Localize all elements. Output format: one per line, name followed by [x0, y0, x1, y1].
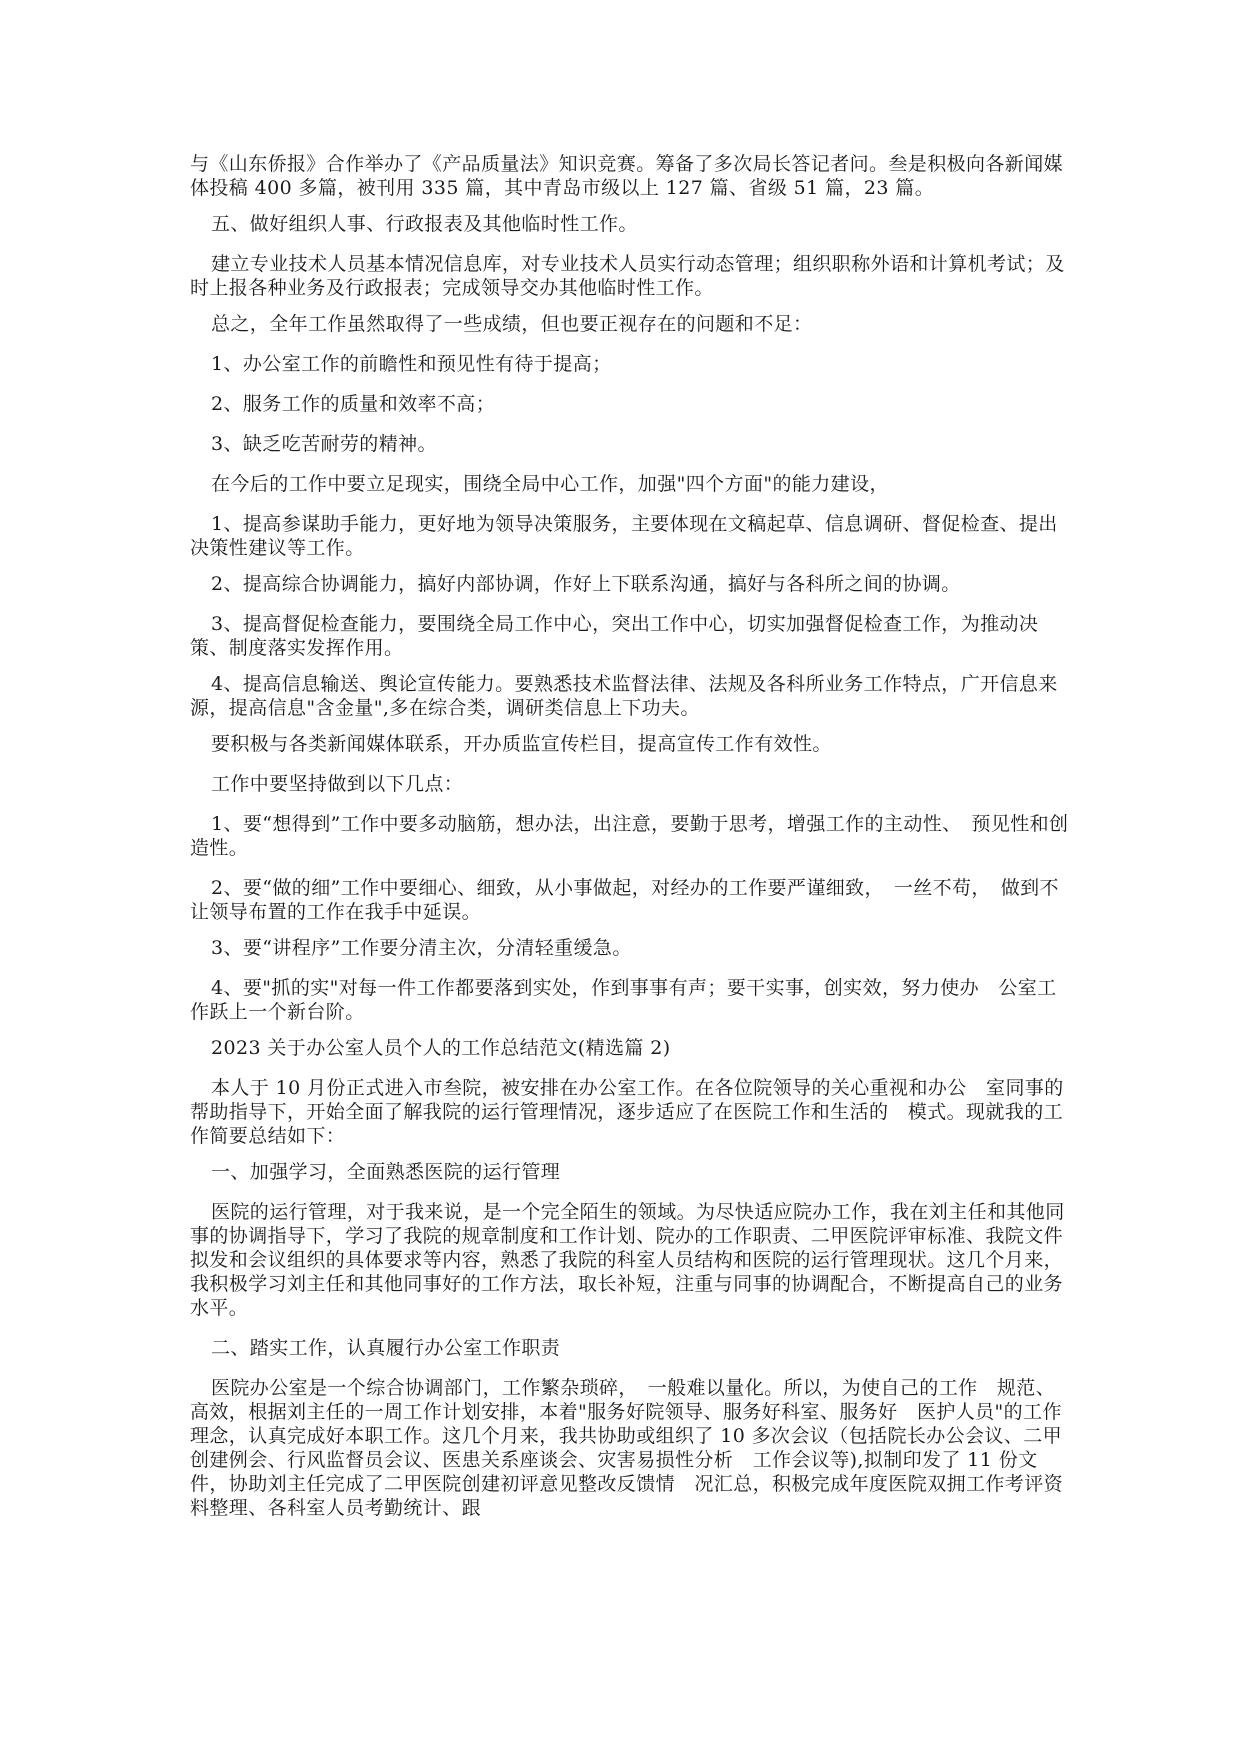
paragraph-1: 与《山东侨报》合作举办了《产品质量法》知识竞赛。筹备了多次局长答记者问。叁是积极向各新闻媒体投稿 400 多篇，被刊用 335 篇，其中青岛市级以上 127 篇、省级 51 篇，23 篇。: [190, 153, 1064, 199]
list-item: 1、提高参谋助手能力，更好地为领导决策服务，主要体现在文稿起草、信息调研、督促检查、提出决策性建议等工作。: [190, 513, 1058, 559]
paragraph-media: 要积极与各类新闻媒体联系，开办质监宣传栏目，提高宣传工作有效性。: [211, 733, 832, 755]
list-item: 1、要“想得到”工作中要多动脑筋，想办法，出注意，要勤于思考，增强工作的主动性、 预见性和创造性。: [190, 813, 1069, 859]
paragraph-points-intro: 工作中要坚持做到以下几点：: [211, 773, 464, 795]
list-item: 3、提高督促检查能力，要围绕全局工作中心，突出工作中心，切实加强督促检查工作，为推动决策、制度落实发挥作用。: [190, 613, 1039, 659]
paragraph-work: 医院办公室是一个综合协调部门，工作繁杂琐碎， 一般难以量化。所以，为使自己的工作 规范、高效，根据刘主任的一周工作计划安排，本着"服务好院领导、服务好科室、服务好 医护人员"的工作理念，认真完成好本职工作。这几个月来，我共协助或组织了 10 多次会议（包括院长办公会议、二甲创建例会、行风监督员会议、医患关系座谈会、灾害易损性分析 工作会议等),拟制印发了 11 份文件，协助刘主任完成了二甲医院创建初评意见整改反馈情 况汇总，积极完成年度医院双拥工作考评资料整理、各科室人员考勤统计、跟: [190, 1377, 1064, 1519]
paragraph-future: 在今后的工作中要立足现实，围绕全局中心工作，加强"四个方面"的能力建设，: [211, 473, 889, 495]
article-title: 2023 关于办公室人员个人的工作总结范文(精选篇 2): [211, 1037, 671, 1059]
list-item: 3、缺乏吃苦耐劳的精神。: [211, 433, 437, 455]
paragraph-intro: 本人于 10 月份正式进入市叁院，被安排在办公室工作。在各位院领导的关心重视和办公 室同事的帮助指导下，开始全面了解我院的运行管理情况，逐步适应了在医院工作和生活的 模式。现就我的工作简要总结如下：: [190, 1077, 1064, 1147]
paragraph-2: 建立专业技术人员基本情况信息库，对专业技术人员实行动态管理；组织职称外语和计算机考试；及时上报各种业务及行政报表；完成领导交办其他临时性工作。: [190, 253, 1065, 299]
section-heading-5: 五、做好组织人事、行政报表及其他临时性工作。: [211, 213, 638, 235]
list-item: 2、服务工作的质量和效率不高；: [211, 393, 496, 415]
section-heading-2: 二、踏实工作，认真履行办公室工作职责: [211, 1337, 561, 1359]
paragraph-summary: 总之，全年工作虽然取得了一些成绩，但也要正视存在的问题和不足：: [211, 313, 813, 335]
paragraph-learning: 医院的运行管理，对于我来说，是一个完全陌生的领域。为尽快适应院办工作，我在刘主任和其他同事的协调指导下，学习了我院的规章制度和工作计划、院办的工作职责、二甲医院评审标准、我院文件拟发和会议组织的具体要求等内容，熟悉了我院的科室人员结构和医院的运行管理现状。这几个月来，我积极学习刘主任和其他同事好的工作方法，取长补短，注重与同事的协调配合，不断提高自己的业务水平。: [190, 1201, 1065, 1319]
list-item: 2、提高综合协调能力，搞好内部协调，作好上下联系沟通，搞好与各科所之间的协调。: [211, 573, 961, 595]
list-item: 1、办公室工作的前瞻性和预见性有待于提高；: [211, 353, 612, 375]
list-item: 4、要"抓的实"对每一件工作都要落到实处，作到事事有声；要干实事，创实效，努力使办 公室工作跃上一个新台阶。: [190, 977, 1057, 1023]
list-item: 3、要“讲程序”工作要分清主次，分清轻重缓急。: [211, 937, 632, 959]
document-body: [190, 152, 1070, 1532]
section-heading-1: 一、加强学习，全面熟悉医院的运行管理: [211, 1161, 561, 1183]
list-item: 2、要“做的细”工作中要细心、细致，从小事做起，对经办的工作要严谨细致， 一丝不苟， 做到不让领导布置的工作在我手中延误。: [190, 877, 1059, 923]
list-item: 4、提高信息输送、舆论宣传能力。要熟悉技术监督法律、法规及各科所业务工作特点，广开信息来源，提高信息"含金量",多在综合类，调研类信息上下功夫。: [190, 673, 1058, 719]
